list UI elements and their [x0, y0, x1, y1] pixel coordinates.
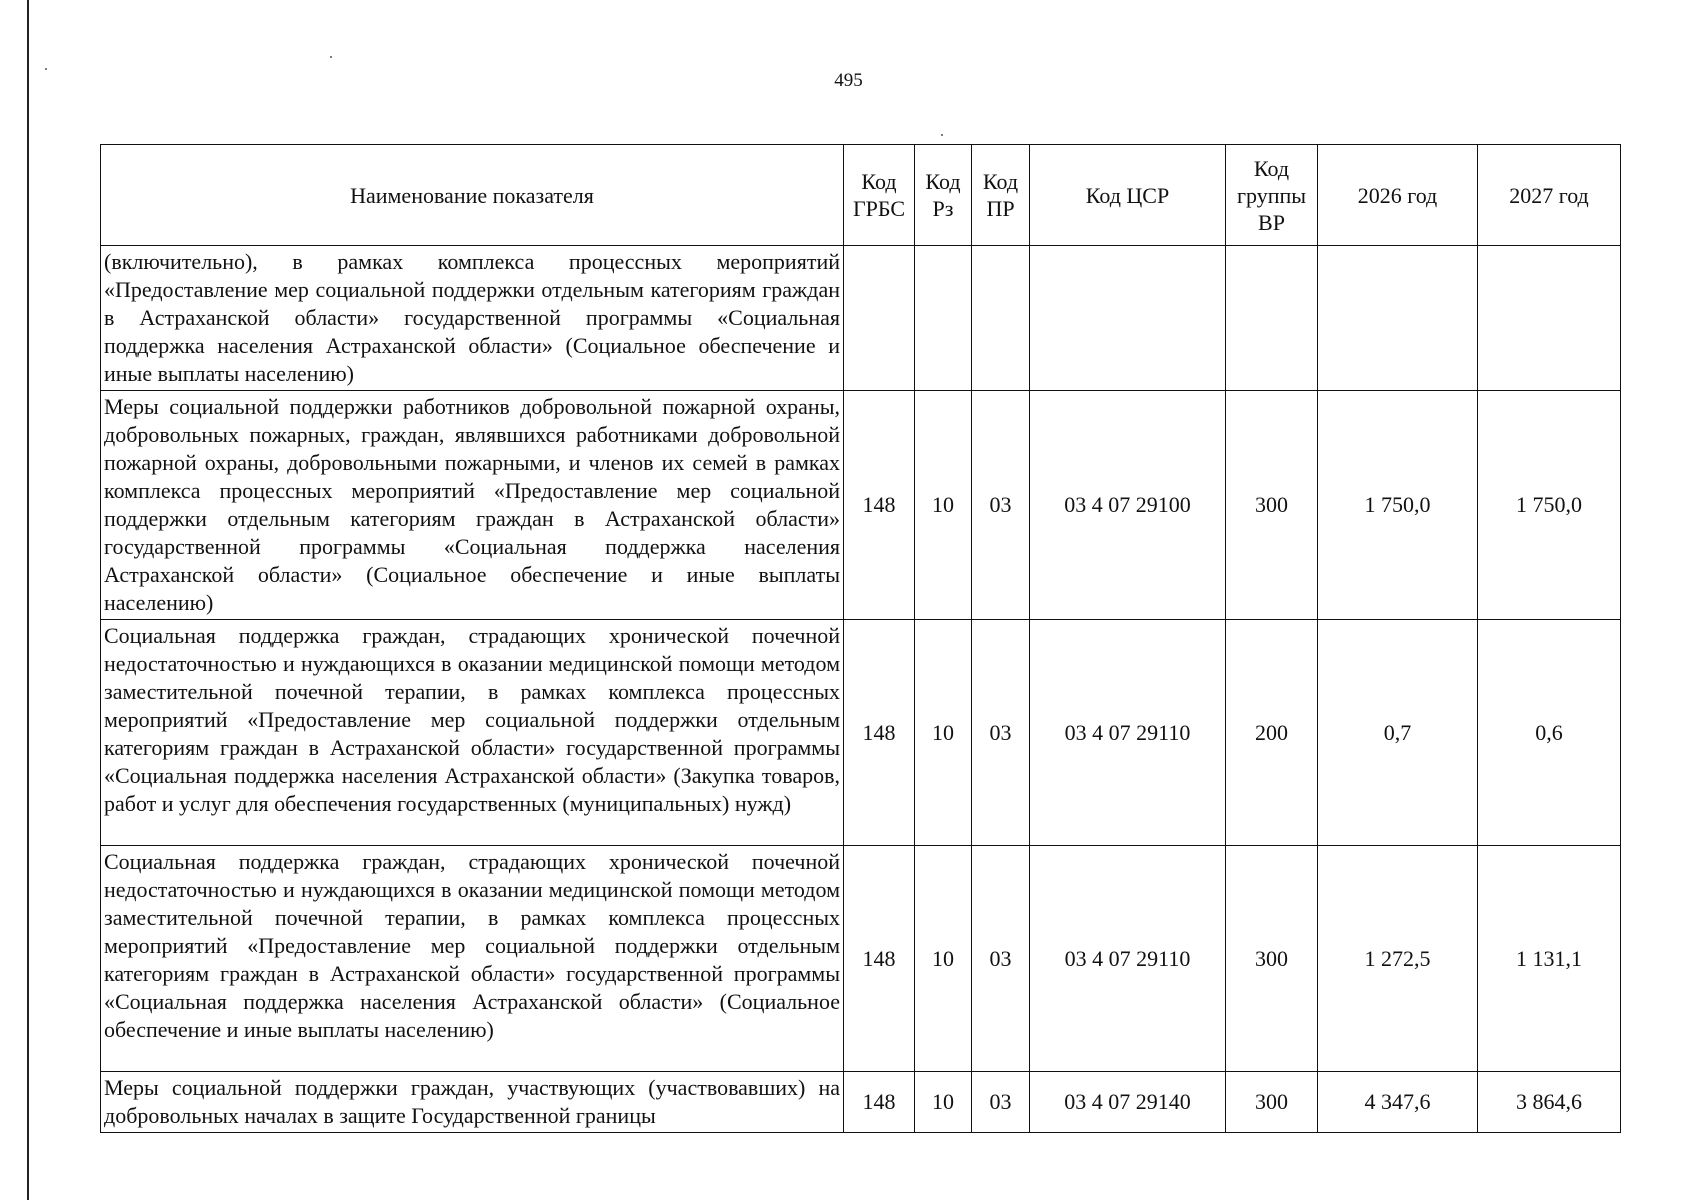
row-grbs: 148 [844, 391, 915, 620]
row-vr: 300 [1226, 1072, 1318, 1133]
row-2026: 1 272,5 [1318, 846, 1478, 1072]
header-rz: Код Рз [915, 145, 972, 246]
row-pr: 03 [972, 620, 1030, 846]
header-pr: Код ПР [972, 145, 1030, 246]
table-row [101, 846, 1621, 1072]
row-2027 [1478, 246, 1621, 391]
row-2026 [1318, 246, 1478, 391]
row-name: (включительно), в рамках комплекса процессных мероприятий «Предоставление мер социальной поддержки отдельным категориям граждан в Астраханской области» государственной программы «Социальная поддержка населения Астраханской области» (Социальное обеспечение и иные выплаты населению) [101, 246, 844, 391]
row-2027: 0,6 [1478, 620, 1621, 846]
row-grbs: 148 [844, 1072, 915, 1133]
row-rz: 10 [915, 391, 972, 620]
row-rz: 10 [915, 1072, 972, 1133]
header-name: Наименование показателя [101, 145, 844, 246]
row-2026: 4 347,6 [1318, 1072, 1478, 1133]
row-pr [972, 246, 1030, 391]
row-vr: 300 [1226, 846, 1318, 1072]
header-2027: 2027 год [1478, 145, 1621, 246]
row-csr: 03 4 07 29110 [1030, 846, 1226, 1072]
row-2026: 0,7 [1318, 620, 1478, 846]
header-grbs: Код ГРБС [844, 145, 915, 246]
table-header-row [101, 145, 1621, 246]
scan-margin-line [27, 0, 29, 1200]
row-rz: 10 [915, 846, 972, 1072]
row-grbs [844, 246, 915, 391]
header-csr: Код ЦСР [1030, 145, 1226, 246]
row-name: Социальная поддержка граждан, страдающих хронической почечной недостаточностью и нуждающихся в оказании медицинской помощи методом заместительной почечной терапии, в рамках комплекса процессных мероприятий «Предоставление мер социальной поддержки отдельным категориям граждан в Астраханской области» государственной программы «Социальная поддержка населения Астраханской области» (Закупка товаров, работ и услуг для обеспечения государственных (муниципальных) нужд) [101, 620, 844, 846]
table-row [101, 391, 1621, 620]
row-rz: 10 [915, 620, 972, 846]
table-row [101, 1072, 1621, 1133]
row-rz [915, 246, 972, 391]
scan-speck [941, 134, 943, 136]
table-row [101, 246, 1621, 391]
row-2027: 1 750,0 [1478, 391, 1621, 620]
row-csr: 03 4 07 29110 [1030, 620, 1226, 846]
table-row [101, 620, 1621, 846]
row-pr: 03 [972, 846, 1030, 1072]
budget-table [100, 144, 1621, 1133]
row-2027: 3 864,6 [1478, 1072, 1621, 1133]
row-vr: 300 [1226, 391, 1318, 620]
scan-speck [330, 56, 332, 58]
header-vr: Код группы ВР [1226, 145, 1318, 246]
row-name: Меры социальной поддержки граждан, участвующих (участвовавших) на добровольных началах в защите Государственной границы [101, 1072, 844, 1133]
row-csr [1030, 246, 1226, 391]
row-grbs: 148 [844, 620, 915, 846]
header-2026: 2026 год [1318, 145, 1478, 246]
row-2027: 1 131,1 [1478, 846, 1621, 1072]
row-vr: 200 [1226, 620, 1318, 846]
row-grbs: 148 [844, 846, 915, 1072]
page-number: 495 [834, 70, 863, 91]
row-csr: 03 4 07 29140 [1030, 1072, 1226, 1133]
row-pr: 03 [972, 1072, 1030, 1133]
row-vr [1226, 246, 1318, 391]
row-pr: 03 [972, 391, 1030, 620]
row-name: Меры социальной поддержки работников добровольной пожарной охраны, добровольных пожарных, граждан, являвшихся работниками добровольной пожарной охраны, добровольными пожарными, и членов их семей в рамках комплекса процессных мероприятий «Предоставление мер социальной поддержки отдельным категориям граждан в Астраханской области» государственной программы «Социальная поддержка населения Астраханской области» (Социальное обеспечение и иные выплаты населению) [101, 391, 844, 620]
row-csr: 03 4 07 29100 [1030, 391, 1226, 620]
row-2026: 1 750,0 [1318, 391, 1478, 620]
row-name: Социальная поддержка граждан, страдающих хронической почечной недостаточностью и нуждающихся в оказании медицинской помощи методом заместительной почечной терапии, в рамках комплекса процессных мероприятий «Предоставление мер социальной поддержки отдельным категориям граждан в Астраханской области» государственной программы «Социальная поддержка населения Астраханской области» (Социальное обеспечение и иные выплаты населению) [101, 846, 844, 1072]
